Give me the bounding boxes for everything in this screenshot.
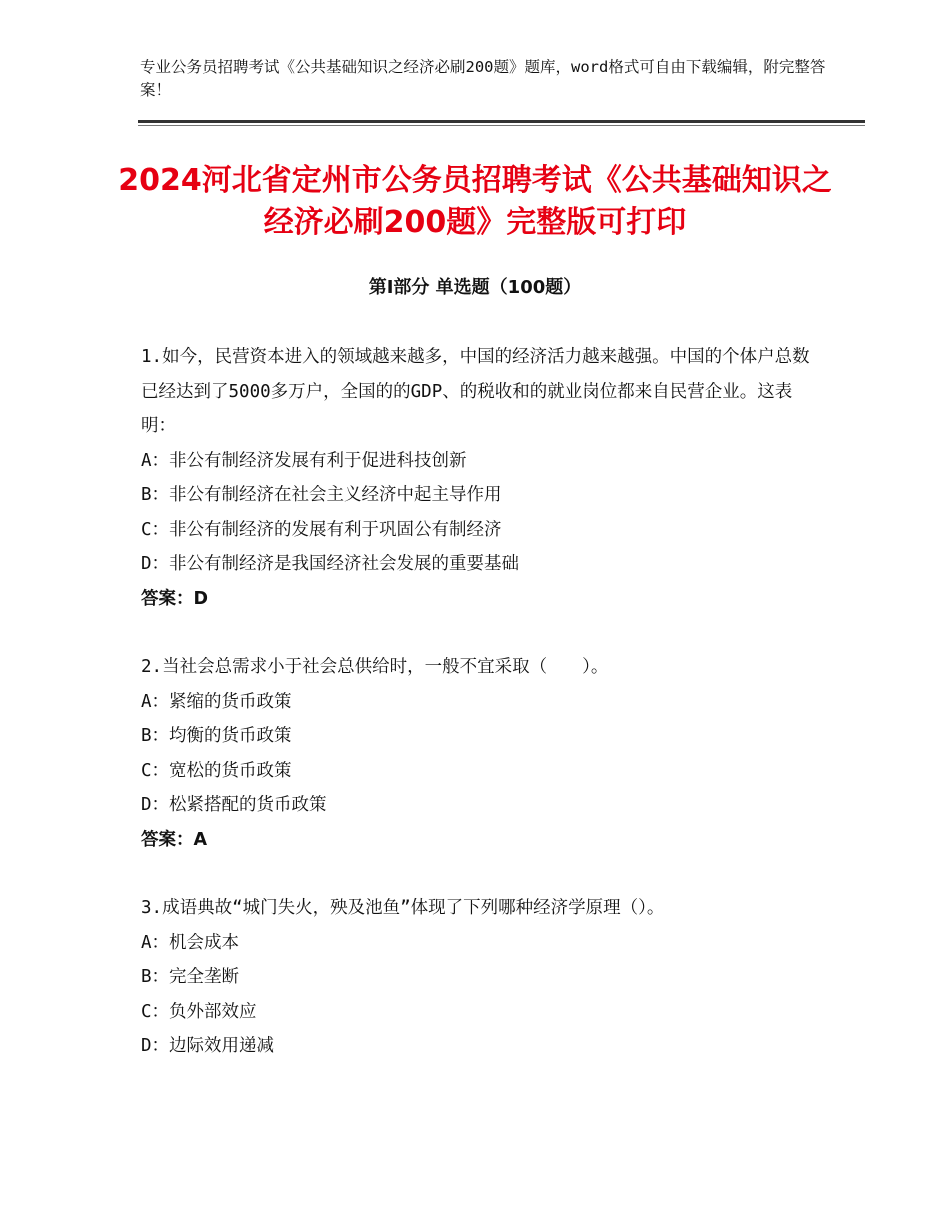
option-b: B：均衡的货币政策 [141,726,292,746]
question-3 [141,891,821,1064]
option-d: D：非公有制经济是我国经济社会发展的重要基础 [141,554,520,574]
option-a: A：机会成本 [141,932,240,953]
option-a: A：紧缩的货币政策 [141,691,292,712]
option-d: D：边际效用递减 [141,1036,275,1056]
option-c: C：非公有制经济的发展有利于巩固公有制经济 [141,519,502,540]
answer: 答案：A [141,829,208,850]
question-stem: 3.成语典故“城门失火，殃及池鱼”体现了下列哪种经济学原理（）。 [141,898,665,918]
option-c: C：宽松的货币政策 [141,760,292,781]
question-stem: 1.如今，民营资本进入的领域越来越多，中国的经济活力越来越强。中国的个体户总数已经达到了5000多万户，全国的的GDP、的税收和的就业岗位都来自民营企业。这表明： [141,347,810,436]
document-title: 2024河北省定州市公务员招聘考试《公共基础知识之经济必刷200题》完整版可打印 [118,163,832,240]
header-note: 专业公务员招聘考试《公共基础知识之经济必刷200题》题库，word格式可自由下载编辑，附完整答案！ [140,58,826,99]
option-c: C：负外部效应 [141,1001,257,1022]
header-divider-thin [138,125,865,126]
question-1 [141,340,821,616]
option-d: D：松紧搭配的货币政策 [141,795,327,815]
option-a: A：非公有制经济发展有利于促进科技创新 [141,450,467,471]
question-stem: 2.当社会总需求小于社会总供给时，一般不宜采取（ ）。 [141,657,609,677]
option-b: B：非公有制经济在社会主义经济中起主导作用 [141,485,502,505]
question-2 [141,650,821,857]
question-list [141,340,821,1098]
header-divider [138,120,865,123]
section-title: 第Ⅰ部分 单选题（100题） [368,277,582,298]
option-b: B：完全垄断 [141,967,240,987]
answer: 答案：D [141,588,209,609]
